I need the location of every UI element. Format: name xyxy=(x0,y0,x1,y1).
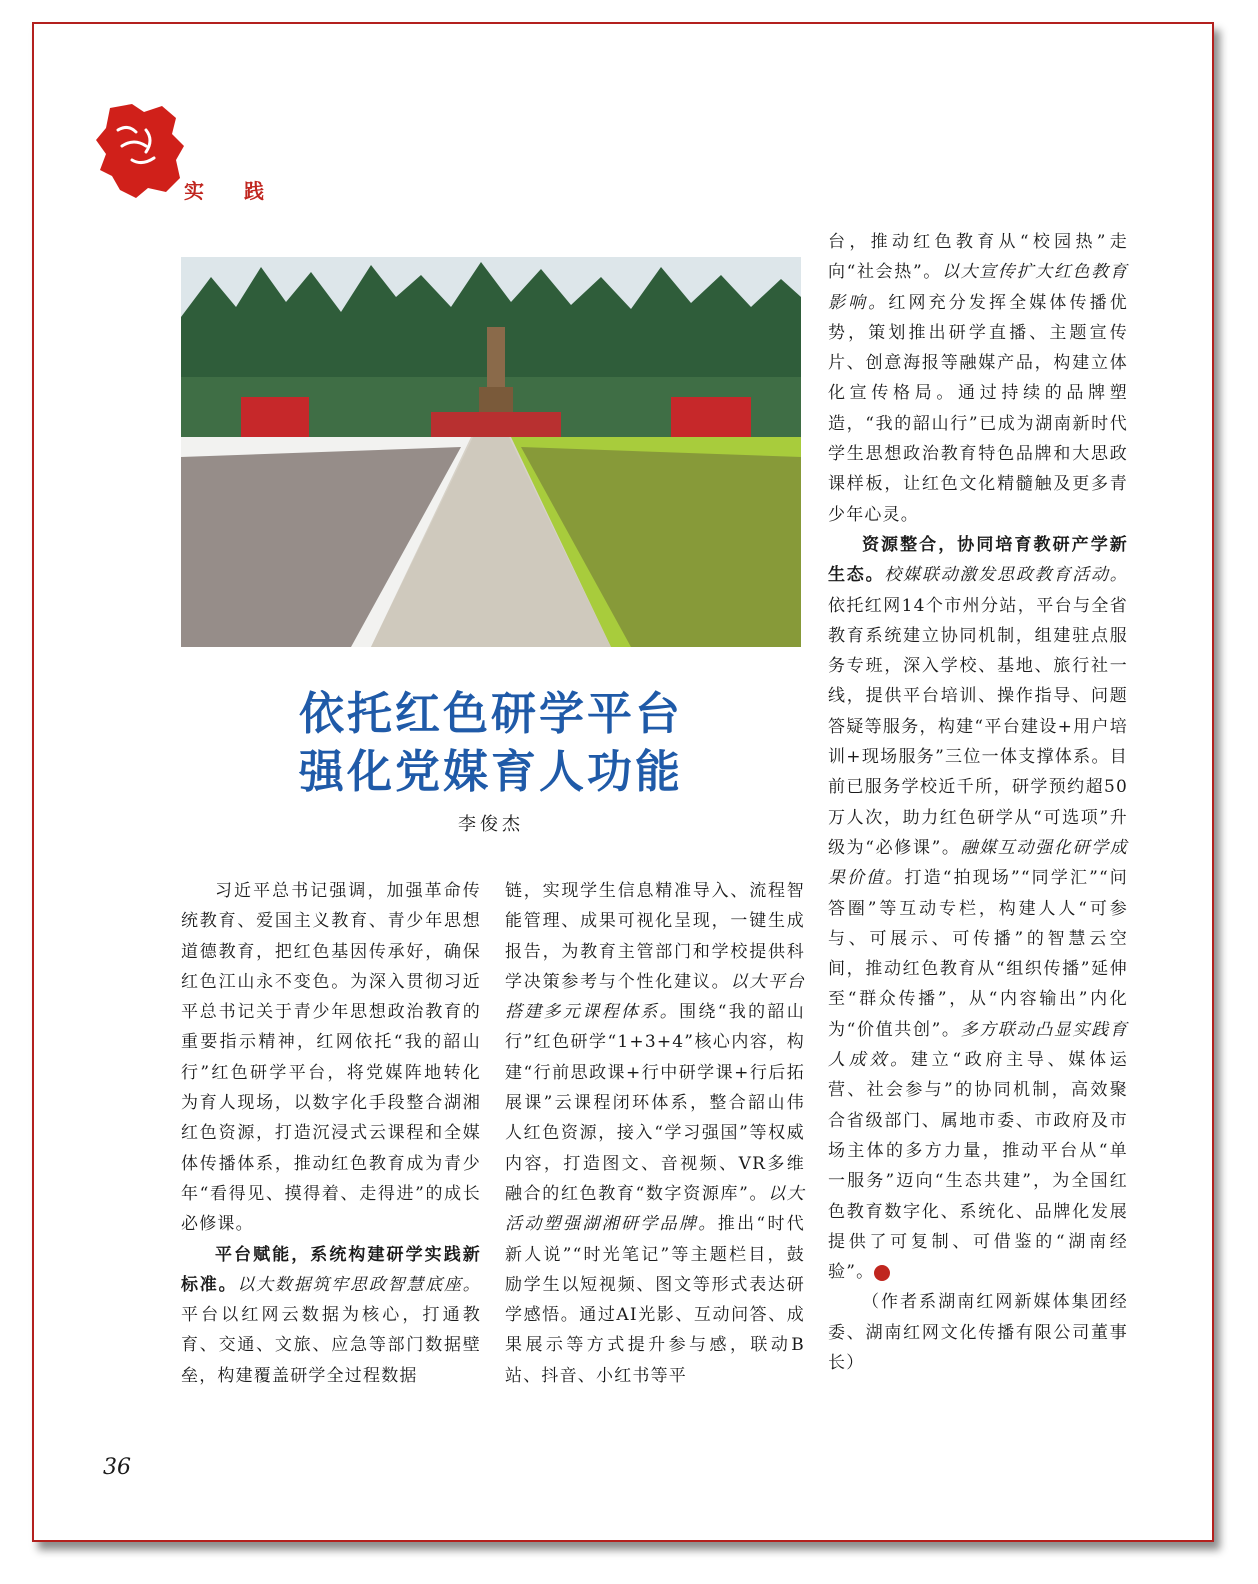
article-title-line1: 依托红色研学平台 xyxy=(298,687,683,740)
end-mark-icon xyxy=(874,1265,890,1281)
text: 红网充分发挥全媒体传播优势，策划推出研学直播、主题宣传片、创意海报等融媒产品，构建立体化宣传格局。通过持续的品牌塑造，“我的韶山行”已成为湖南新时代学生思想政治教育特色品牌和大思政课样板，让红色文化精髓触及更多青少年心灵。 xyxy=(828,292,1128,525)
text-column-3 xyxy=(828,227,1128,1378)
text: 建立“政府主导、媒体运营、社会参与”的协同机制，高效聚合省级部门、属地市委、市政府及市场主体的多方力量，推动平台从“单一服务”迈向“生态共建”，为全国红色教育数字化、系统化、品牌化发展提供了可复制、可借鉴的“湖南经验”。 xyxy=(828,1050,1128,1283)
text-column-2 xyxy=(505,876,805,1391)
subheading: 平台赋能，系统构建研学实践新标准。 xyxy=(181,1244,481,1295)
paragraph xyxy=(505,876,805,1391)
text: 链，实现学生信息精准导入、流程智能管理、成果可视化呈现，一键生成报告，为教育主管部门和学校提供科学决策参考与个性化建议。 xyxy=(505,881,805,992)
emphasis: 以大宣传扩大红色教育影响。 xyxy=(828,262,1128,313)
subheading: 资源整合，协同培育教研产学新生态。 xyxy=(828,534,1128,586)
paragraph: 习近平总书记强调，加强革命传统教育、爱国主义教育、青少年思想道德教育，把红色基因传承好，确保红色江山永不变色。为深入贯彻习近平总书记关于青少年思想政治教育的重要指示精神，红网依托“我的韶山行”红色研学平台，将党媒阵地转化为育人现场，以数字化手段整合湖湘红色资源，打造沉浸式云课程和全媒体传播体系，推动红色教育成为青少年“看得见、摸得着、走得进”的成长必修课。 xyxy=(181,881,481,1235)
text: 推出“时代新人说”“时光笔记”等主题栏目，鼓励学生以短视频、图文等形式表达研学感悟。通过AI光影、互动问答、成果展示等方式提升参与感，联动B站、抖音、小红书等平 xyxy=(505,1214,805,1386)
emphasis: 以大平台搭建多元课程体系。 xyxy=(505,971,805,1023)
emphasis: 以大活动塑强湖湘研学品牌。 xyxy=(505,1183,805,1235)
text: 依托红网14个市州分站，平台与全省教育系统建立协同机制，组建驻点服务专班，深入学校、基地、旅行社一线，提供平台培训、操作指导、问题答疑等服务，构建“平台建设+用户培训+现场服务”三位一体支撑体系。目前已服务学校近千所，研学预约超50万人次，助力红色研学从“可选项”升级为“必修课”。 xyxy=(828,595,1128,858)
text-column-1 xyxy=(181,876,481,1391)
text: 台，推动红色教育从“校园热”走向“社会热”。 xyxy=(828,232,1128,283)
emphasis: 融媒互动强化研学成果价值。 xyxy=(828,837,1128,889)
emphasis: 多方联动凸显实践育人成效。 xyxy=(828,1019,1128,1071)
magazine-logo xyxy=(92,100,188,200)
page-number: 36 xyxy=(103,1455,131,1480)
event-photo xyxy=(181,257,801,647)
paragraph xyxy=(181,1240,481,1391)
emphasis: 校媒联动激发思政教育活动。 xyxy=(884,565,1128,586)
author-note: （作者系湖南红网新媒体集团经委、湖南红网文化传播有限公司董事长） xyxy=(828,1292,1128,1373)
paragraph xyxy=(828,530,1128,1287)
article-title-line2: 强化党媒育人功能 xyxy=(298,745,683,798)
emphasis: 以大数据筑牢思政智慧底座。 xyxy=(237,1274,481,1295)
article-author: 李俊杰 xyxy=(458,814,524,835)
text: 平台以红网云数据为核心，打通教育、交通、文旅、应急等部门数据壁垒，构建覆盖研学全过程数据 xyxy=(181,1305,481,1386)
section-label: 实践 xyxy=(184,179,304,203)
text: 围绕“我的韶山行”红色研学“1+3+4”核心内容，构建“行前思政课+行中研学课+行后拓展课”云课程闭环体系，整合韶山伟人红色资源，接入“学习强国”等权威内容，打造图文、音视频、VR多维融合的红色教育“数字资源库”。 xyxy=(505,1002,805,1204)
text: 打造“拍现场”“同学汇”“问答圈”等互动专栏，构建人人“可参与、可展示、可传播”的智慧云空间，推动红色教育从“组织传播”延伸至“群众传播”，从“内容输出”内化为“价值共创”。 xyxy=(828,868,1128,1040)
paragraph xyxy=(828,227,1128,530)
